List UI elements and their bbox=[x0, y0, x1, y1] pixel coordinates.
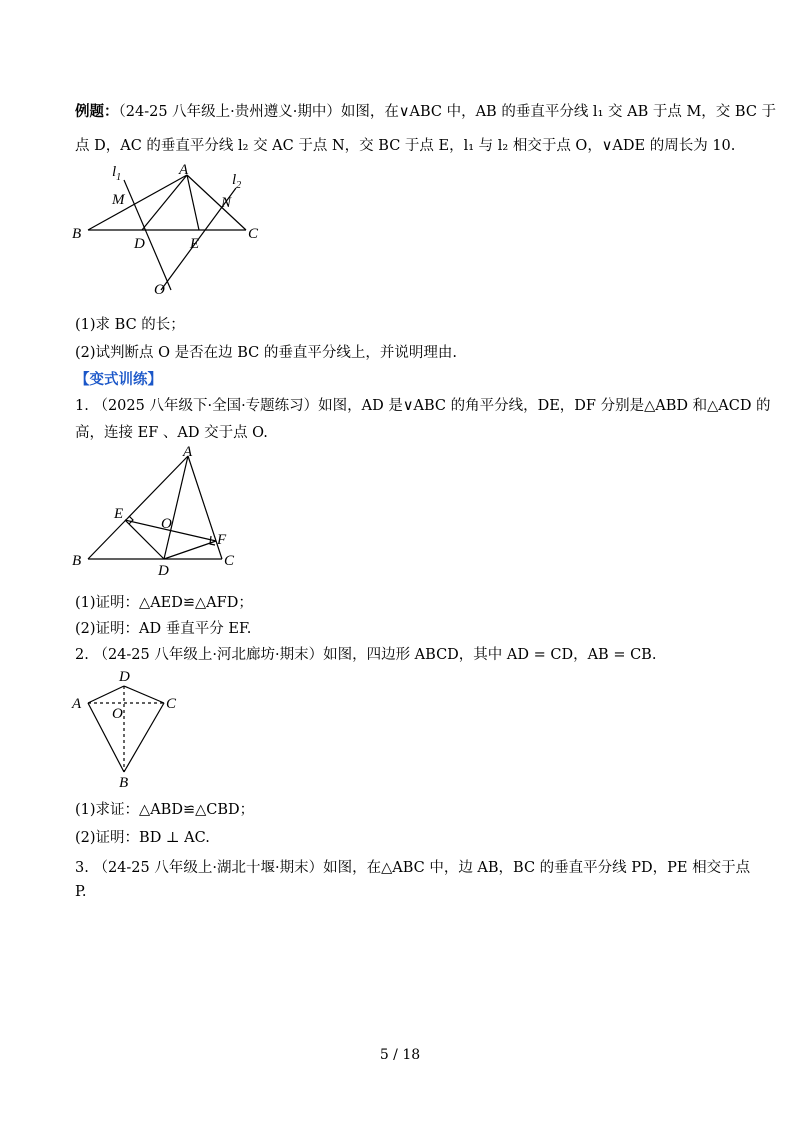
label-l1: $l_1$ bbox=[112, 164, 122, 183]
page-number: 5 / 18 bbox=[379, 1047, 421, 1063]
label-D: D bbox=[134, 236, 145, 252]
label-A: A bbox=[72, 696, 82, 712]
label-C: C bbox=[224, 553, 235, 569]
label-O: O bbox=[161, 516, 172, 532]
label-F: F bbox=[217, 532, 227, 548]
label-E: E bbox=[114, 506, 124, 522]
label-B: B bbox=[72, 553, 82, 569]
label-C: C bbox=[166, 696, 177, 712]
problem-2-line-1: 2. （24-25 八年级上·河北廊坊·期末）如图，四边形 ABCD，其中 AD = CD，AB = CB. bbox=[75, 647, 657, 663]
problem-3-line-2: P. bbox=[75, 884, 87, 900]
problem-2-question-1: (1)求证：△ABD≌△CBD； bbox=[75, 802, 255, 818]
label-E: E bbox=[190, 236, 200, 252]
label-O: O bbox=[154, 282, 165, 298]
label-N: N bbox=[221, 195, 232, 211]
label-M: M bbox=[112, 192, 125, 208]
figure-1-triangle-perpendicular-bisectors bbox=[66, 160, 276, 300]
example-line-1 bbox=[75, 100, 776, 121]
label-A: A bbox=[183, 444, 193, 460]
example-question-1: (1)求 BC 的长； bbox=[75, 317, 185, 333]
example-line-2: 点 D，AC 的垂直平分线 l₂ 交 AC 于点 N，交 BC 于点 E，l₁ 与 l₂ 相交于点 O，∨ADE 的周长为 10. bbox=[75, 138, 736, 154]
label-B: B bbox=[72, 226, 82, 242]
label-A: A bbox=[179, 162, 189, 178]
problem-1-question-2: (2)证明：AD 垂直平分 EF. bbox=[75, 621, 252, 637]
label-C: C bbox=[248, 226, 259, 242]
figure-3-kite bbox=[66, 666, 196, 791]
label-l2: $l_2$ bbox=[232, 172, 242, 191]
label-D: D bbox=[119, 669, 130, 685]
problem-2-question-2: (2)证明：BD ⊥ AC. bbox=[75, 830, 210, 846]
problem-1-question-1: (1)证明：△AED≌△AFD； bbox=[75, 595, 253, 611]
example-question-2: (2)试判断点 O 是否在边 BC 的垂直平分线上，并说明理由. bbox=[75, 345, 457, 361]
section-title: 【变式训练】 bbox=[75, 371, 162, 388]
example-label: 例题： bbox=[75, 103, 119, 120]
label-B: B bbox=[119, 775, 129, 791]
problem-1-line-1: 1. （2025 八年级下·全国·专题练习）如图，AD 是∨ABC 的角平分线，DE，DF 分别是△ABD 和△ACD 的 bbox=[75, 398, 771, 414]
label-D: D bbox=[158, 563, 169, 579]
label-O: O bbox=[112, 706, 123, 722]
example-text-1: （24-25 八年级上·贵州遵义·期中）如图，在∨ABC 中，AB 的垂直平分线 l₁ 交 AB 于点 M，交 BC 于 bbox=[118, 104, 777, 120]
problem-1-line-2: 高，连接 EF 、AD 交于点 O. bbox=[75, 425, 268, 441]
problem-3-line-1: 3. （24-25 八年级上·湖北十堰·期末）如图，在△ABC 中，边 AB，BC 的垂直平分线 PD，PE 相交于点 bbox=[75, 860, 751, 876]
figure-2-angle-bisector bbox=[66, 444, 246, 579]
